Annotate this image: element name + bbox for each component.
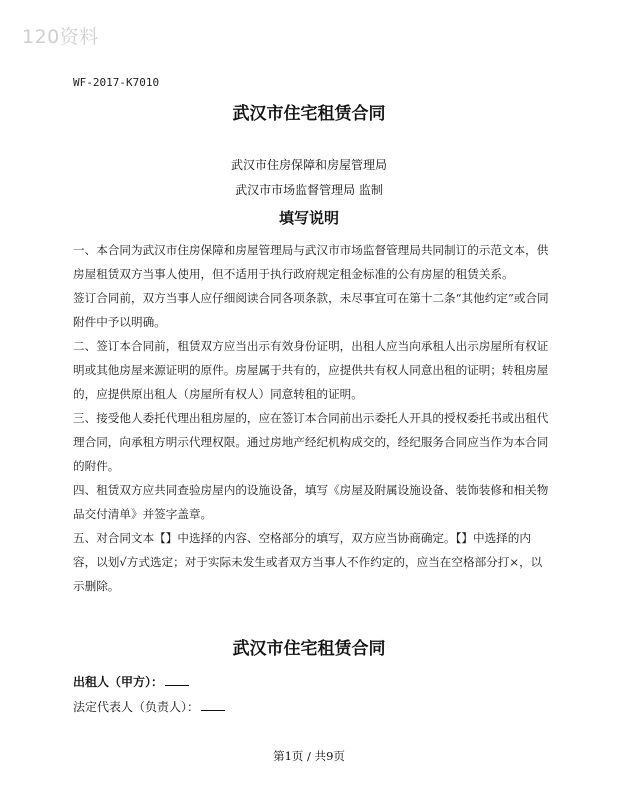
legal-rep-field	[73, 698, 225, 715]
instruction-paragraph-4: 四、租赁双方应共同查验房屋内的设施设备，填写《房屋及附属设施设备、装饰装修和相关物品交付清单》并签字盖章。	[73, 483, 549, 521]
lessor-field	[73, 673, 189, 690]
instruction-paragraph-3: 三、接受他人委托代理出租房屋的，应在签订本合同前出示委托人开具的授权委托书或出租代理合同，向承租方明示代理权限。通过房地产经纪机构成交的，经纪服务合同应当作为本合同的附件。	[73, 411, 549, 473]
issuer-line-1: 武汉市住房保障和房屋管理局	[230, 158, 387, 172]
lessor-label: 出租人（甲方）：	[73, 675, 164, 689]
instructions-body	[73, 238, 553, 598]
watermark-logo: 120资料	[22, 26, 99, 48]
instructions-heading: 填写说明	[278, 209, 339, 227]
page-number: 第1页 / 共9页	[273, 749, 345, 763]
contract-title: 武汉市住宅租赁合同	[232, 639, 386, 659]
instruction-paragraph-1b: 签订合同前，双方当事人应仔细阅读合同各项条款，未尽事宜可在第十二条“其他约定”或合同附件中予以明确。	[73, 291, 549, 329]
legal-rep-label: 法定代表人（负责人）：	[73, 700, 200, 714]
instruction-paragraph-1: 一、本合同为武汉市住房保障和房屋管理局与武汉市市场监督管理局共同制订的示范文本，供房屋租赁双方当事人使用，但不适用于执行政府规定租金标准的公有房屋的租赁关系。	[73, 243, 549, 281]
legal-rep-blank	[201, 700, 225, 711]
instruction-paragraph-5: 五、对合同文本【】中选择的内容、空格部分的填写，双方应当协商确定。【】中选择的内容，以划√方式选定；对于实际未发生或者双方当事人不作约定的，应当在空格部分打×，以示删除。	[73, 531, 543, 593]
instruction-paragraph-2: 二、签订本合同前，租赁双方应当出示有效身份证明，出租人应当向承租人出示房屋所有权证明或其他房屋来源证明的原件。房屋属于共有的，应提供共有权人同意出租的证明；转租房屋的，应提供原出租人（房屋所有权人）同意转租的证明。	[73, 339, 549, 401]
page-title: 武汉市住宅租赁合同	[232, 104, 386, 124]
lessor-blank	[165, 675, 189, 686]
issuer-line-2: 武汉市市场监督管理局 监制	[235, 183, 383, 197]
document-code: WF-2017-K7010	[73, 76, 160, 89]
